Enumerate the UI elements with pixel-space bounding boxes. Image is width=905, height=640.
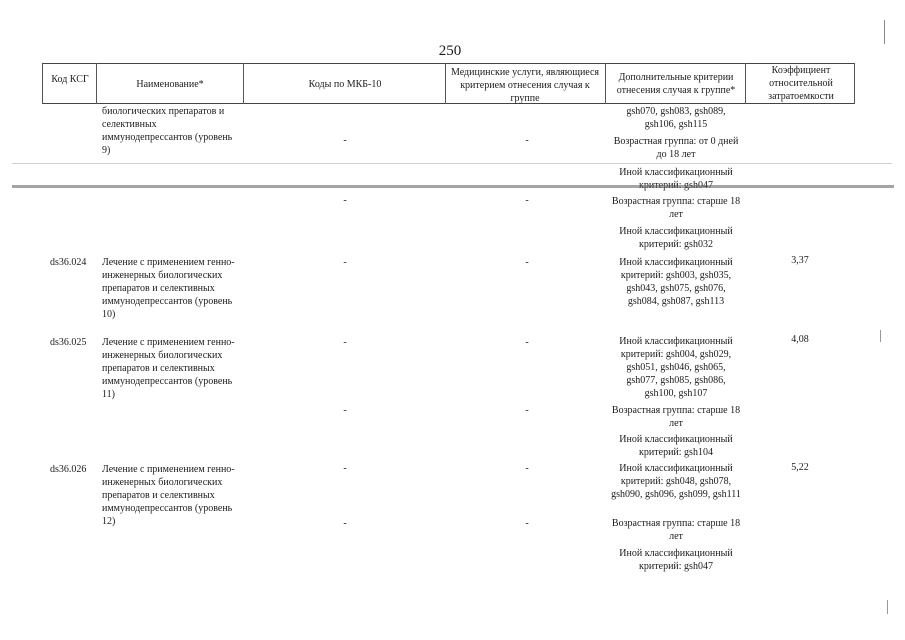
- header-mkb: Коды по МКБ-10: [308, 79, 382, 90]
- row-services: -: [525, 257, 529, 268]
- table-top-border: [42, 63, 854, 64]
- scan-speck: [887, 600, 888, 614]
- row-criteria: Иной классификационный критерий: gsh048, gsh078, gsh090, gsh096, gsh099, gsh111: [611, 463, 741, 500]
- row-mkb: -: [343, 337, 347, 348]
- row-code: ds36.024: [50, 257, 87, 268]
- header-divider: [605, 63, 606, 104]
- row-mkb-2: -: [343, 405, 347, 416]
- scan-speck: [884, 20, 885, 44]
- header-services: Медицинские услуги, являющиеся критерием отнесения случая к группе: [450, 67, 600, 104]
- continued-mkb: -: [343, 135, 347, 146]
- row-services-2: -: [525, 518, 529, 529]
- row-age-group: Возрастная группа: старше 18 лет: [611, 518, 741, 542]
- scan-speck: [880, 330, 881, 342]
- scan-artifact-line: [12, 163, 892, 164]
- row-code: ds36.026: [50, 464, 87, 475]
- row-criterion: Иной классификационный критерий: gsh104: [619, 434, 733, 458]
- continued-name: биологических препаратов и селективных иммунодепрессантов (уровень 9): [102, 106, 233, 156]
- row-criteria: Иной классификационный критерий: gsh003, gsh035, gsh043, gsh075, gsh076, gsh084, gsh087, gsh113: [619, 257, 733, 307]
- row-services: -: [525, 463, 529, 474]
- row-name: Лечение с применением генно-инженерных биологических препаратов и селективных иммунодепрессантов (уровень 12): [102, 464, 235, 527]
- row-mkb: -: [343, 257, 347, 268]
- row-services: -: [525, 337, 529, 348]
- header-divider: [854, 63, 855, 104]
- header-criteria: Дополнительные критерии отнесения случая к группе*: [616, 72, 736, 96]
- row-name: Лечение с применением генно-инженерных биологических препаратов и селективных иммунодепрессантов (уровень 10): [102, 257, 235, 320]
- row-mkb: -: [343, 463, 347, 474]
- continued-services-2: -: [525, 195, 529, 206]
- row-criteria: Иной классификационный критерий: gsh004, gsh029, gsh051, gsh046, gsh065, gsh077, gsh085, gsh086, gsh100, gsh107: [619, 336, 733, 399]
- page-number: 250: [438, 43, 462, 59]
- header-divider: [745, 63, 746, 104]
- row-name: Лечение с применением генно-инженерных биологических препаратов и селективных иммунодепрессантов (уровень 11): [102, 337, 235, 400]
- continued-mkb-2: -: [343, 195, 347, 206]
- row-age-group: Возрастная группа: старше 18 лет: [611, 405, 741, 429]
- continued-age-group-2: Возрастная группа: старше 18 лет: [611, 196, 741, 220]
- header-divider: [42, 63, 43, 104]
- header-coefficient: Коэффициент относительной затратоемкости: [768, 65, 834, 102]
- continued-age-group: Возрастная группа: от 0 дней до 18 лет: [613, 136, 739, 160]
- header-divider: [445, 63, 446, 104]
- header-name: Наименование*: [136, 79, 204, 90]
- continued-criteria: gsh070, gsh083, gsh089, gsh106, gsh115: [626, 106, 726, 130]
- row-services-2: -: [525, 405, 529, 416]
- continued-services: -: [525, 135, 529, 146]
- header-code: Код КСГ: [51, 74, 89, 85]
- header-bottom-border: [42, 103, 854, 104]
- continued-criterion: Иной классификационный: [619, 167, 733, 178]
- header-divider: [243, 63, 244, 104]
- row-coefficient: 4,08: [791, 334, 809, 345]
- row-coefficient: 5,22: [791, 462, 809, 473]
- scan-artifact-band: [12, 185, 894, 188]
- header-divider: [96, 63, 97, 104]
- continued-criterion-2: Иной классификационный критерий: gsh032: [619, 226, 733, 250]
- row-code: ds36.025: [50, 337, 87, 348]
- row-criterion: Иной классификационный критерий: gsh047: [619, 548, 733, 572]
- row-coefficient: 3,37: [791, 255, 809, 266]
- row-mkb-2: -: [343, 518, 347, 529]
